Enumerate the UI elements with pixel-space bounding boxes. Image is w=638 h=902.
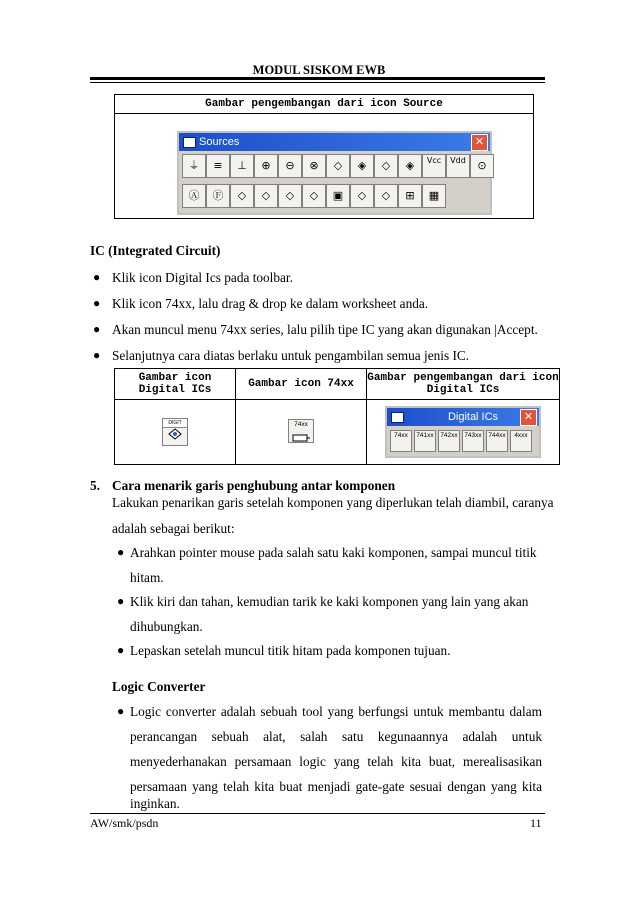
battery-icon[interactable]: ⊥: [230, 154, 254, 178]
diamond5-icon[interactable]: ◇: [350, 184, 374, 208]
ic74-icon-cell: [236, 400, 367, 465]
am-source-icon[interactable]: Ⓐ: [182, 184, 206, 208]
controlled-switch-icon[interactable]: ⊞: [398, 184, 422, 208]
ic-series-button[interactable]: 742xx: [438, 430, 460, 452]
ac-source-icon[interactable]: ⊖: [278, 154, 302, 178]
clock-icon[interactable]: ⊙: [470, 154, 494, 178]
header-rule-thick: [90, 77, 545, 80]
digital-window-cell: [367, 400, 560, 465]
footer-left: AW/smk/psdn: [90, 816, 159, 830]
bullet-icon: ●: [117, 545, 125, 559]
vcc-icon[interactable]: Vcc: [422, 154, 446, 178]
digital-window-titlebar[interactable]: [387, 408, 539, 426]
col-header-74xx: Gambar icon 74xx: [236, 369, 367, 400]
ccvs-icon[interactable]: ◇: [374, 154, 398, 178]
digital-ics-icon[interactable]: [162, 418, 188, 446]
ic-series-button[interactable]: 4xxx: [510, 430, 532, 452]
s5-bullet-1-line-1: Arahkan pointer mouse pada salah satu kaki komponen, sampai muncul titik: [130, 545, 537, 560]
ic-bullet-2: Klik icon 74xx, lalu drag & drop ke dalam worksheet anda.: [112, 296, 429, 311]
section-5-intro-2: adalah sebagai berikut:: [112, 521, 235, 536]
bullet-icon: ●: [93, 296, 101, 310]
col-header-development: Gambar pengembangan dari icon Digital ICs: [367, 369, 560, 400]
s5-bullet-3: Lepaskan setelah muncul titik hitam pada komponen tujuan.: [130, 643, 451, 658]
bullet-icon: ●: [117, 704, 125, 718]
footer-rule: [90, 813, 545, 814]
cccs-icon[interactable]: ◈: [398, 154, 422, 178]
save-icon[interactable]: ▣: [326, 184, 350, 208]
ic-bullet-1: Klik icon Digital Ics pada toolbar.: [112, 270, 293, 285]
ic-section-heading: IC (Integrated Circuit): [90, 243, 221, 258]
logic-line-4: persamaan yang telah kita buat menjadi gate-gate sesuai dengan yang kita: [130, 779, 542, 794]
ic-series-button[interactable]: 741xx: [414, 430, 436, 452]
digital-ics-row: [387, 426, 539, 456]
sources-window-titlebar[interactable]: [179, 133, 490, 151]
ic-series-button[interactable]: 743xx: [462, 430, 484, 452]
close-icon[interactable]: ✕: [471, 134, 488, 151]
diamond2-icon[interactable]: ◇: [254, 184, 278, 208]
chip-icon[interactable]: ▦: [422, 184, 446, 208]
vccs-icon[interactable]: ◈: [350, 154, 374, 178]
diamond4-icon[interactable]: ◇: [302, 184, 326, 208]
s5-bullet-1-line-2: hitam.: [130, 570, 164, 585]
diamond3-icon[interactable]: ◇: [278, 184, 302, 208]
ic74-icon[interactable]: [288, 419, 314, 443]
bullet-icon: ●: [93, 270, 101, 284]
logic-line-3: menyederhanakan persamaan logic yang telah kita buat, merealisasikan: [130, 754, 542, 769]
current-source-icon[interactable]: ⊗: [302, 154, 326, 178]
diamond6-icon[interactable]: ◇: [374, 184, 398, 208]
bullet-icon: ●: [93, 348, 101, 362]
window-icon: [183, 137, 196, 148]
ic-bullet-4: Selanjutnya cara diatas berlaku untuk pengambilan semua jenis IC.: [112, 348, 470, 363]
ic-series-button[interactable]: 74xx: [390, 430, 412, 452]
s5-bullet-2-line-1: Klik kiri dan tahan, kemudian tarik ke kaki komponen yang lain yang akan: [130, 594, 529, 609]
page-number: 11: [530, 816, 542, 830]
section-5-intro-1: Lakukan penarikan garis setelah komponen yang diperlukan telah diambil, caranya: [112, 495, 554, 510]
sources-row-1: [179, 151, 490, 181]
sources-window-title: Sources: [199, 136, 240, 148]
dc-source-icon[interactable]: ⊕: [254, 154, 278, 178]
bullet-icon: ●: [93, 322, 101, 336]
digit-label: DIGIT: [163, 419, 187, 428]
digital-ics-window: [385, 406, 541, 458]
logic-line-1: Logic converter adalah sebuah tool yang berfungsi untuk membantu dalam: [130, 704, 542, 719]
sources-row-2: [179, 181, 490, 211]
logic-line-2: perancangan sebuah alat, salah satu kegunaannya adalah untuk: [130, 729, 542, 744]
ic74-label: 74xx: [294, 420, 308, 428]
sources-window: [177, 131, 492, 215]
s5-bullet-2-line-2: dihubungkan.: [130, 619, 203, 634]
figure-digital-table: [114, 368, 560, 465]
digital-chip-icon: [168, 428, 182, 440]
section-5-number: 5.: [90, 478, 100, 493]
col-header-digital-ics: Gambar icon Digital ICs: [115, 369, 236, 400]
page-header-title: MODUL SISKOM EWB: [252, 63, 386, 77]
diamond1-icon[interactable]: ◇: [230, 184, 254, 208]
ic-series-button[interactable]: 744xx: [486, 430, 508, 452]
ground-icon[interactable]: ⏚: [182, 154, 206, 178]
digital-ics-icon-cell: [115, 400, 236, 465]
digital-window-title: Digital ICs: [447, 411, 499, 423]
bullet-icon: ●: [117, 643, 125, 657]
section-5-heading: Cara menarik garis penghubung antar komponen: [112, 478, 396, 493]
vcvs-icon[interactable]: ◇: [326, 154, 350, 178]
fm-source-icon[interactable]: Ⓕ: [206, 184, 230, 208]
logic-heading: Logic Converter: [112, 679, 206, 694]
ic-bullet-3: Akan muncul menu 74xx series, lalu pilih tipe IC yang akan digunakan |Accept.: [112, 322, 538, 337]
ic74-chip-icon: [292, 434, 310, 442]
figure-sources-caption: Gambar pengembangan dari icon Source: [115, 95, 534, 114]
logic-last-line: inginkan.: [130, 796, 180, 811]
window-icon: [391, 412, 404, 423]
ground2-icon[interactable]: ≡: [206, 154, 230, 178]
header-rule-thin: [90, 82, 545, 83]
close-icon[interactable]: ✕: [520, 409, 537, 426]
bullet-icon: ●: [117, 594, 125, 608]
vdd-icon[interactable]: Vdd: [446, 154, 470, 178]
